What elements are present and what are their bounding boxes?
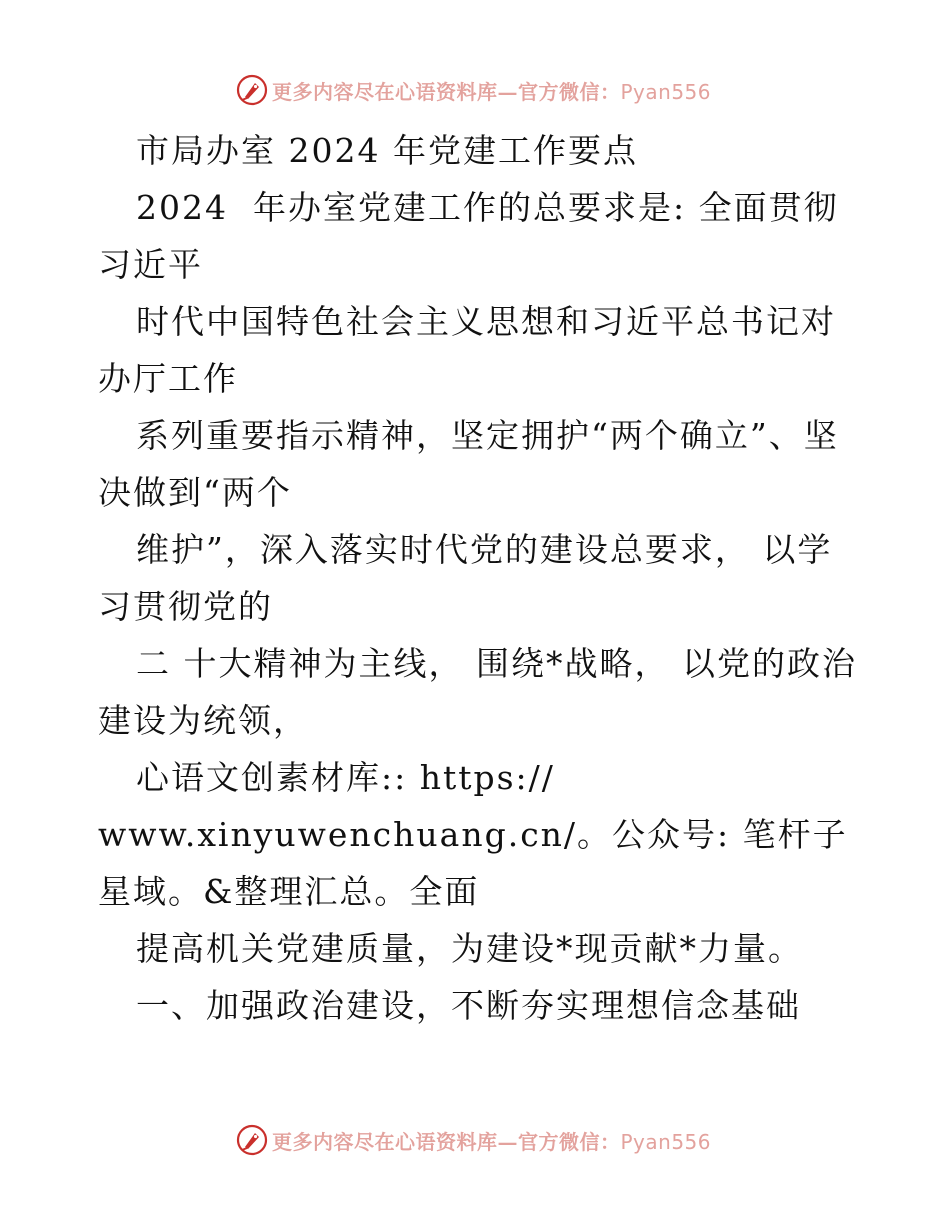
paragraph-line: 2024 年办室党建工作的总要求是: 全面贯彻习近平 bbox=[98, 188, 839, 284]
pen-nib-logo-icon bbox=[236, 1124, 268, 1156]
pen-nib-logo-icon bbox=[236, 74, 268, 106]
paragraph-line: 维护”，深入落实时代党的建设总要求， 以学习贯彻党的 bbox=[98, 530, 833, 626]
source-url-line: www.xinyuwenchuang.cn/。公众号: 笔杆子星域。&整理汇总。全面 bbox=[98, 815, 848, 911]
watermark-text: 更多内容尽在心语资料库—官方微信：Pyan556 bbox=[272, 1129, 712, 1154]
document-body bbox=[98, 122, 858, 1034]
footer-watermark bbox=[236, 1123, 711, 1157]
section-heading: 一、加强政治建设，不断夯实理想信念基础 bbox=[136, 986, 801, 1025]
paragraph-line: 时代中国特色社会主义思想和习近平总书记对办厅工作 bbox=[98, 302, 836, 398]
header-watermark bbox=[236, 73, 711, 107]
paragraph-line: 提高机关党建质量，为建设*现贡献*力量。 bbox=[136, 929, 803, 968]
document-title: 市局办室 2024 年党建工作要点 bbox=[136, 131, 638, 170]
paragraph-line: 二 十大精神为主线， 围绕*战略， 以党的政治建设为统领， bbox=[98, 644, 857, 740]
paragraph-line: 系列重要指示精神，坚定拥护“两个确立”、坚决做到“两个 bbox=[98, 416, 839, 512]
watermark-wechat-id: Pyan556 bbox=[620, 1129, 712, 1154]
watermark-wechat-id: Pyan556 bbox=[620, 79, 712, 104]
watermark-text: 更多内容尽在心语资料库—官方微信：Pyan556 bbox=[272, 79, 712, 104]
source-link-line: 心语文创素材库:: https:// bbox=[136, 758, 555, 797]
